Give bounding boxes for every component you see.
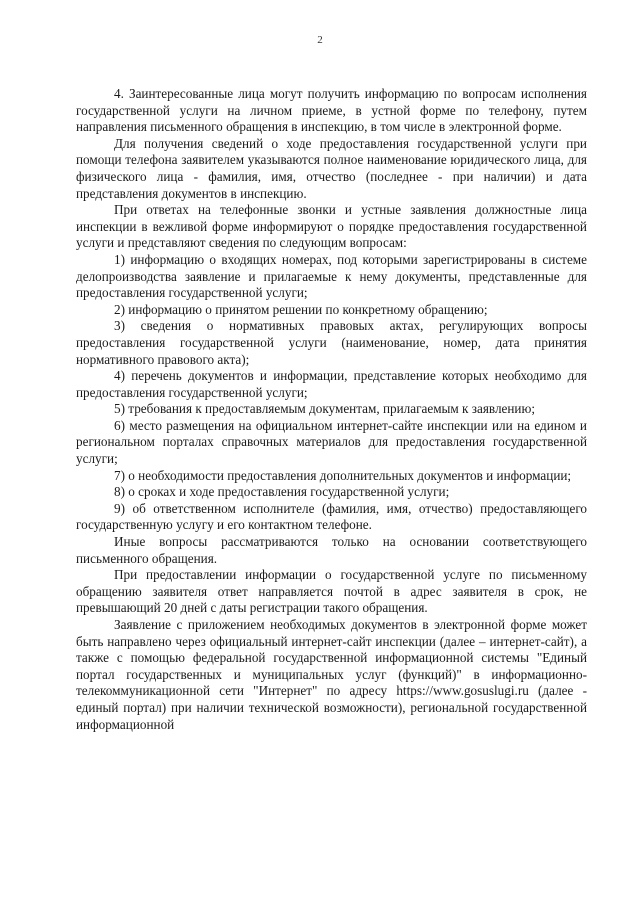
paragraph: Заявление с приложением необходимых документов в электронной форме может быть направлено через официальный интернет-сайт инспекции (далее – интернет-сайт), а также с помощью федеральной государственной информационной системы "Единый портал государственных и муниципальных услуг (функций)" в информационно-телекоммуникационной сети "Интернет" по адресу https://www.gosuslugi.ru (далее - единый портал) при наличии технической возможности), региональной государственной информационной bbox=[76, 617, 587, 732]
list-item: 9) об ответственном исполнителе (фамилия, имя, отчество) предоставляющего государственную услугу и его контактном телефоне. bbox=[76, 500, 587, 533]
list-item: 1) информацию о входящих номерах, под которыми зарегистрированы в системе делопроизводства заявление и прилагаемые к нему документы, представленные для предоставления государственной услуги; bbox=[76, 251, 587, 301]
paragraph: 4. Заинтересованные лица могут получить информацию по вопросам исполнения государственной услуги на личном приеме, в устной форме по телефону, путем направления письменного обращения в инспекцию, в том числе в электронной форме. bbox=[76, 86, 587, 135]
page-number: 2 bbox=[317, 34, 323, 46]
list-item: 8) о сроках и ходе предоставления государственной услуги; bbox=[114, 484, 450, 500]
list-item: 4) перечень документов и информации, представление которых необходимо для предоставления государственной услуги; bbox=[76, 368, 587, 400]
document-body bbox=[76, 86, 587, 733]
list-item: 2) информацию о принятом решении по конкретному обращению; bbox=[114, 301, 488, 317]
list-item: 3) сведения о нормативных правовых актах, регулирующих вопросы предоставления государственной услуги (наименование, номер, дата принятия нормативного правового акта); bbox=[76, 318, 587, 367]
paragraph: При предоставлении информации о государственной услуге по письменному обращению заявителя ответ направляется почтой в адрес заявителя в срок, не превышающий 20 дней с даты регистрации такого обращения. bbox=[76, 567, 587, 616]
paragraph: При ответах на телефонные звонки и устные заявления должностные лица инспекции в вежливой форме информируют о порядке предоставления государственной услуги и представляют сведения по следующим вопросам: bbox=[76, 202, 587, 251]
list-item: 7) о необходимости предоставления дополнительных документов и информации; bbox=[114, 467, 572, 483]
paragraph: Иные вопросы рассматриваются только на основании соответствующего письменного обращения. bbox=[76, 534, 587, 566]
paragraph: Для получения сведений о ходе предоставления государственной услуги при помощи телефона заявителем указываются полное наименование юридического лица, для физического лица - фамилия, имя, отчество (последнее - при наличии) и дата представления документов в инспекцию. bbox=[76, 135, 587, 201]
list-item: 6) место размещения на официальном интернет-сайте инспекции или на едином и региональном порталах справочных материалов для предоставления государственной услуги; bbox=[76, 417, 587, 467]
list-item: 5) требования к предоставляемым документам, прилагаемым к заявлению; bbox=[114, 401, 536, 417]
